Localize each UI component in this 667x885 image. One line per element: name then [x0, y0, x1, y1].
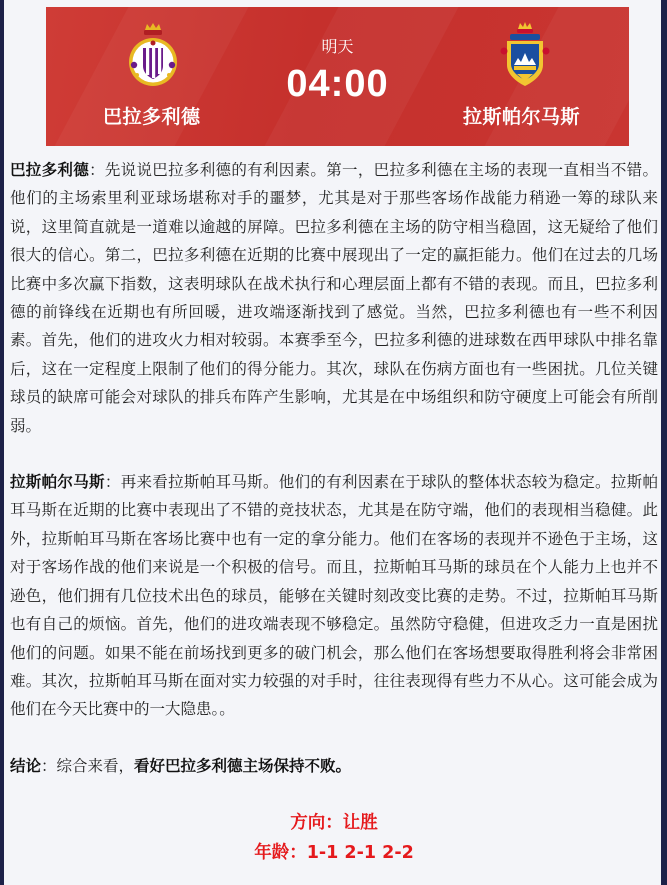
home-analysis-separator: ：: [89, 161, 105, 179]
conclusion-paragraph: [10, 752, 658, 780]
home-analysis-paragraph: [10, 156, 658, 440]
away-team-name[interactable]: 拉斯帕尔马斯: [463, 106, 581, 128]
pick-direction: 方向：让胜: [290, 813, 378, 833]
home-analysis-text: 先说说巴拉多利德的有利因素。第一，巴拉多利德在主场的表现一直相当不错。他们的主场索里利亚球场堪称对手的噩梦，尤其是对于那些客场作战能力稍逊一筹的球队来说，这里简直就是一道难以逾越的屏障。巴拉多利德在主场的防守相当稳固，这无疑给了他们很大的信心。第二，巴拉多利德在近期的比赛中展现出了一定的赢拒能力。他们在过去的几场比赛中多次赢下指数，这表明球队在战术执行和心理层面上都有不错的表现。而且，巴拉多利德的前锋线在近期也有所回暖，进攻端逐渐找到了感觉。当然，巴拉多利德也有一些不利因素。首先，他们的进攻火力相对较弱。本赛季至今，巴拉多利德的进球数在西甲球队中排名靠后，这在一定程度上限制了他们的得分能力。其次，球队在伤病方面也有一些困扰。几位关键球员的缺席可能会对球队的排兵布阵产生影响，尤其是在中场组织和防守硬度上可能会有所削弱。: [10, 161, 658, 435]
match-day-label: 明天: [321, 37, 354, 56]
away-analysis-paragraph: [10, 468, 658, 724]
conclusion-separator: ：: [41, 756, 57, 775]
away-analysis-label: 拉斯帕尔马斯: [10, 473, 105, 492]
analysis-article: [10, 156, 658, 780]
conclusion-label: 结论: [10, 756, 42, 775]
match-banner[interactable]: [46, 7, 629, 146]
page: [4, 0, 661, 885]
home-team-name[interactable]: 巴拉多利德: [103, 106, 201, 128]
home-analysis-label: 巴拉多利德: [10, 161, 90, 179]
conclusion-verdict: 看好巴拉多利德主场保持不败。: [134, 756, 352, 775]
away-analysis-separator: ：: [104, 473, 121, 492]
pick-scores: 年龄：1-1 2-1 2-2: [254, 843, 414, 863]
match-kickoff-time: 04:00: [286, 63, 389, 105]
away-analysis-text: 再来看拉斯帕耳马斯。他们的有利因素在于球队的整体状态较为稳定。拉斯帕耳马斯在近期的比赛中表现出了不错的竞技状态，尤其是在防守端，他们的表现相当稳健。此外，拉斯帕耳马斯在客场比赛中也有一定的拿分能力。他们在客场的表现并不逊色于主场，这对于客场作战的他们来说是一个积极的信号。而且，拉斯帕耳马斯的球员在个人能力上也并不逊色，他们拥有几位技术出色的球员，能够在关键时刻改变比赛的走势。不过，拉斯帕耳马斯也有自己的烦恼。首先，他们的进攻端表现不够稳定。虽然防守稳健，但进攻乏力一直是困扰他们的问题。如果不能在前场找到更多的破门机会，那么他们在客场想要取得胜利将会非常困难。其次，拉斯帕耳马斯在面对实力较强的对手时，往往表现得有些力不从心。这可能会成为他们在今天比赛中的一大隐患。。: [10, 473, 658, 719]
conclusion-text: 综合来看，: [56, 756, 135, 775]
prediction-box: [10, 808, 658, 868]
